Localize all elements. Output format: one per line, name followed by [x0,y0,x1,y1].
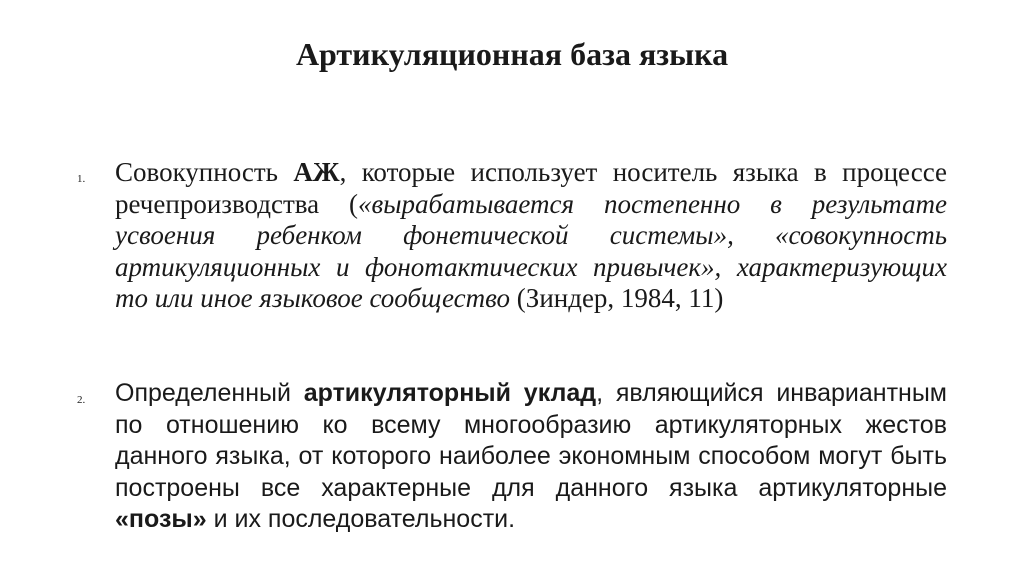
item-2-text-intro: Определенный [115,379,304,407]
slide-title: Артикуляционная база языка [295,36,729,72]
list-item-2 [115,378,947,536]
item-2-term-uklad: артикуляторный уклад [303,379,597,407]
item-1-quote: «вырабатывается постепенно в результате усвоения ребенком фонетической системы», «совокупность артикуляционных и фонотактических привычек», характеризующих то или иное языковое сообщество [115,188,947,313]
item-1-term-aj: АЖ [293,157,340,187]
list-number-2: 2. [77,394,86,406]
item-1-text-intro: Совокупность [115,157,294,187]
item-1-citation: (Зиндер, 1984, 11) [510,283,724,313]
item-2-term-pozy: «позы» [115,505,207,533]
list-item-1 [115,157,947,315]
list-number-1: 1. [77,173,86,185]
item-1-text-main: , которые использует носитель языка в процессе речепроизводства ( [115,157,947,219]
item-2-text-main: , являющийся инвариантным по отношению ко всему многообразию артикуляторных жестов данного языка, от которого наиболее экономным способом могут быть построены все характерные для данного языка артикуляторные [115,379,947,502]
item-2-text-end: и их последовательности. [206,505,516,533]
